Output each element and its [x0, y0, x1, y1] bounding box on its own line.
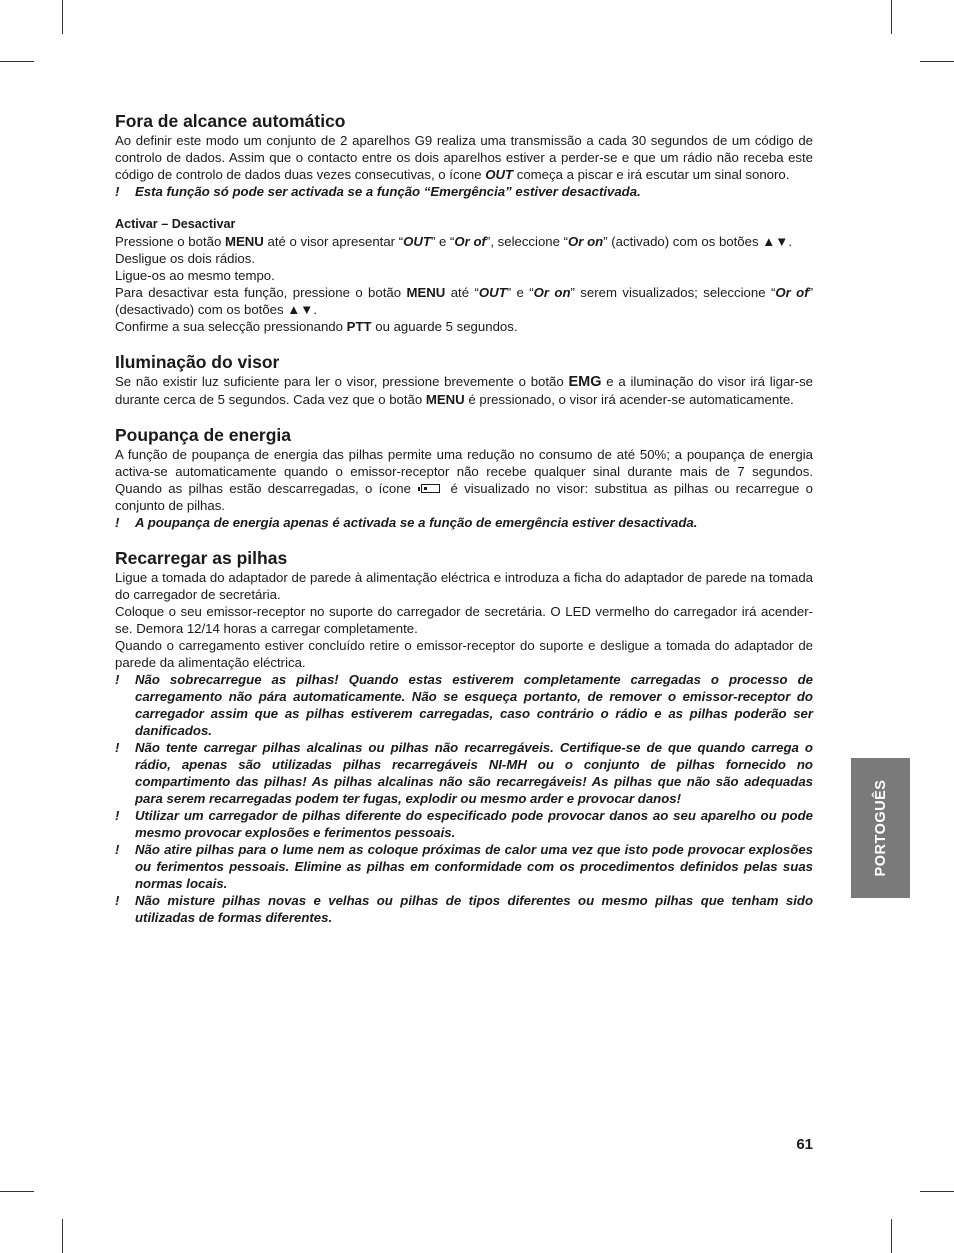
out-label: OUT [485, 167, 514, 182]
section-fora-de-alcance [115, 110, 813, 335]
section-title: Recarregar as pilhas [115, 548, 288, 568]
menu-key: MENU [224, 234, 264, 249]
crop-mark [0, 61, 34, 62]
warning-note: ! A poupança de energia apenas é activada se a função de emergência estiver desactivada. [115, 515, 698, 530]
section-recarregar [115, 547, 813, 926]
warning-note: ! Esta função só pode ser activada se a função “Emergência” estiver desactivada. [115, 184, 641, 199]
page-number: 61 [796, 1136, 813, 1153]
crop-mark [891, 0, 892, 34]
warning-note: ! Não misture pilhas novas e velhas ou pilhas de tipos diferentes ou mesmo pilhas que tenham sido utilizadas de formas diferentes. [115, 893, 813, 925]
paragraph: A função de poupança de energia das pilhas permite uma redução no consumo de até 50%; a poupança de energia activa-se automaticamente quando o emissor-receptor não recebe qualquer sinal durante mais de 7 segundos. Quando as pilhas estão descarregadas, o ícone é visualizado no visor: substitua as pilhas ou recarregue o conjunto de pilhas. [115, 447, 813, 513]
battery-low-icon [421, 484, 440, 493]
crop-mark [62, 1219, 63, 1253]
crop-mark [891, 1219, 892, 1253]
menu-key: MENU [406, 285, 446, 300]
paragraph: Coloque o seu emissor-receptor no suporte do carregador de secretária. O LED vermelho do carregador irá acender-se. Demora 12/14 horas a carregar completamente. [115, 604, 813, 636]
crop-mark [0, 1191, 34, 1192]
warning-note: ! Não sobrecarregue as pilhas! Quando estas estiverem completamente carregadas o processo de carregamento não pára automaticamente. Não se esqueça portanto, de remover o emissor-receptor do carregador assim que as pilhas estiverem carregadas, caso contrário o rádio e as pilhas poderão ser danificados. [115, 672, 813, 738]
paragraph: Quando o carregamento estiver concluído retire o emissor-receptor do suporte e desligue a tomada do adaptador de parede da alimentação eléctrica. [115, 638, 813, 670]
section-title: Fora de alcance automático [115, 111, 346, 131]
menu-key: MENU [425, 392, 465, 407]
language-tab [851, 758, 910, 898]
warning-note: ! Não tente carregar pilhas alcalinas ou pilhas não recarregáveis. Certifique-se de que quando carrega o rádio, apenas são utilizadas pilhas recarregáveis NI-MH ou o conjunto de pilhas fornecido no compartimento das pilhas! As pilhas alcalinas não são recarregáveis! As pilhas que não são adequadas para serem recarregadas podem ter fugas, explodir ou mesmo arder e provocar danos! [115, 740, 813, 806]
section-title: Iluminação do visor [115, 352, 280, 372]
instruction-line: Ligue-os ao mesmo tempo. [115, 268, 275, 283]
section-title: Poupança de energia [115, 425, 292, 445]
instruction-line: Desligue os dois rádios. [115, 251, 256, 266]
paragraph: Ao definir este modo um conjunto de 2 aparelhos G9 realiza uma transmissão a cada 30 segundos de um código de controlo de dados. Assim que o contacto entre os dois aparelhos estiver a perder-se e que um rádio não receba este código de controlo de dados duas vezes consecutivas, o ícone OUT começa a piscar e irá escutar um sinal sonoro. [115, 133, 813, 182]
paragraph: Ligue a tomada do adaptador de parede à alimentação eléctrica e introduza a ficha do adaptador de parede na tomada do carregador de secretária. [115, 570, 813, 602]
language-tab-label: PORTOGUÊS [872, 779, 889, 877]
crop-mark [920, 61, 954, 62]
subheading: Activar – Desactivar [115, 217, 236, 231]
ptt-key: PTT [346, 319, 372, 334]
section-iluminacao [115, 351, 813, 408]
section-poupanca [115, 424, 813, 531]
paragraph: Se não existir luz suficiente para ler o visor, pressione brevemente o botão EMG e a iluminação do visor irá ligar-se durante cerca de 5 segundos. Cada vez que o botão MENU é pressionado, o visor irá acender-se automaticamente. [115, 374, 814, 407]
crop-mark [62, 0, 63, 34]
instruction-line: Confirme a sua selecção pressionando PTT ou aguarde 5 segundos. [115, 319, 518, 334]
warning-note: ! Utilizar um carregador de pilhas diferente do especificado pode provocar danos ao seu aparelho ou pode mesmo provocar explosões e ferimentos pessoais. [115, 808, 813, 840]
page-content [115, 110, 813, 942]
emg-key: EMG [568, 374, 602, 390]
instruction-line: Pressione o botão MENU até o visor apresentar “OUT” e “Or of”, seleccione “Or on” (activado) com os botões ▲▼. [115, 234, 793, 249]
warning-note: ! Não atire pilhas para o lume nem as coloque próximas de calor uma vez que isto pode provocar explosões ou ferimentos pessoais. Elimine as pilhas em conformidade com os procedimentos definidos pelas suas normas locais. [115, 842, 813, 891]
instruction-line: Para desactivar esta função, pressione o botão MENU até “OUT” e “Or on” serem visualizados; seleccione “Or of” (desactivado) com os botões ▲▼. [115, 285, 814, 317]
crop-mark [920, 1191, 954, 1192]
